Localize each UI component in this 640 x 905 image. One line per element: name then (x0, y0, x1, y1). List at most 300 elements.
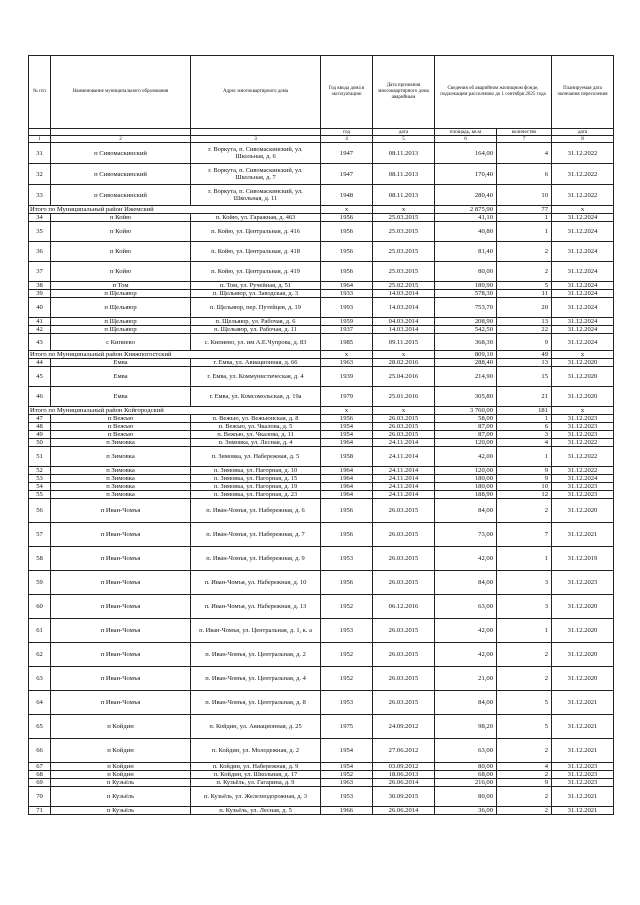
table-row (29, 387, 614, 407)
date-recognized-cell: 14.03.2014 (373, 290, 435, 298)
area-cell: 87,00 (435, 431, 497, 439)
count-cell: 15 (497, 367, 552, 387)
unit-cell: год (321, 129, 373, 136)
planned-date-cell: 31.12.2020 (552, 595, 614, 619)
planned-date-cell: 31.12.2022 (552, 447, 614, 467)
row-number: 35 (29, 222, 51, 242)
planned-date-cell: 31.12.2024 (552, 214, 614, 222)
year-cell: 1953 (321, 619, 373, 643)
row-number: 68 (29, 771, 51, 779)
planned-date-cell: 31.12.2022 (552, 185, 614, 206)
municipality-cell: п Койю (51, 242, 191, 262)
year-cell: 1956 (321, 523, 373, 547)
area-cell: 216,00 (435, 779, 497, 787)
unit-cell: дата (552, 129, 614, 136)
area-cell: 42,00 (435, 447, 497, 467)
date-recognized-cell: 26.03.2015 (373, 667, 435, 691)
address-cell: п. Кузьёль, ул. Гагарина, д. 9 (191, 779, 321, 787)
area-cell: 21,00 (435, 667, 497, 691)
address-cell: п. Вежъю, ул. Чкалова, д. 5 (191, 423, 321, 431)
count-cell: 6 (497, 423, 552, 431)
year-cell: 1952 (321, 771, 373, 779)
date-recognized-cell: 24.11.2014 (373, 467, 435, 475)
municipality-cell: п Сивомаскинский (51, 143, 191, 164)
municipality-cell: п Вежъю (51, 423, 191, 431)
row-number: 34 (29, 214, 51, 222)
date-recognized-cell: 25.03.2015 (373, 214, 435, 222)
year-cell: 1939 (321, 367, 373, 387)
planned-date-cell: 31.12.2024 (552, 222, 614, 242)
row-number: 69 (29, 779, 51, 787)
row-number: 45 (29, 367, 51, 387)
municipality-cell: п Кузьёль (51, 787, 191, 807)
municipality-cell: п Сивомаскинский (51, 164, 191, 185)
table-row (29, 763, 614, 771)
date-recognized-cell: 25.04.2016 (373, 367, 435, 387)
date-recognized-cell: 08.11.2013 (373, 185, 435, 206)
address-cell: п. Иван-Чомъя, ул. Центральная, д. 2 (191, 643, 321, 667)
address-cell: г. Емва, ул. Коммунистическая, д. 4 (191, 367, 321, 387)
date-recognized-cell: 08.11.2013 (373, 143, 435, 164)
planned-date-cell: 31.12.2021 (552, 739, 614, 763)
address-cell: г. Воркута, п. Сивомаскинский, ул. Школьная, д. 11 (191, 185, 321, 206)
date-recognized-cell: 28.02.2016 (373, 359, 435, 367)
year-cell: 1954 (321, 739, 373, 763)
address-cell: п. Щельяюр, пер. Путейцев, д. 19 (191, 298, 321, 318)
count-cell: 4 (497, 143, 552, 164)
municipality-cell: п Иван-Чомъя (51, 643, 191, 667)
row-number: 58 (29, 547, 51, 571)
municipality-cell: п Кузьёль (51, 779, 191, 787)
municipality-cell: п Сивомаскинский (51, 185, 191, 206)
planned-date-cell: 31.12.2024 (552, 262, 614, 282)
municipality-cell: Емва (51, 387, 191, 407)
date-recognized-cell: 14.03.2014 (373, 326, 435, 334)
year-cell: 1964 (321, 439, 373, 447)
year-cell: 1953 (321, 547, 373, 571)
table-row (29, 367, 614, 387)
address-cell: п. Вежъю, ул. Вежъюнская, д. 8 (191, 415, 321, 423)
column-numbers-row (29, 136, 614, 143)
row-number: 43 (29, 334, 51, 351)
area-cell: 578,30 (435, 290, 497, 298)
table-row (29, 667, 614, 691)
table-row (29, 439, 614, 447)
area-cell: 80,00 (435, 787, 497, 807)
area-cell: 63,00 (435, 739, 497, 763)
count-cell: 12 (497, 491, 552, 499)
count-cell: 3 (497, 431, 552, 439)
table-row (29, 483, 614, 491)
subtotal-label: Итого по Муниципальный район Койгородский (29, 407, 321, 415)
area-cell: 164,00 (435, 143, 497, 164)
subtotal-row (29, 206, 614, 214)
year-cell: 1975 (321, 715, 373, 739)
date-recognized-cell: 24.09.2012 (373, 715, 435, 739)
table-row (29, 595, 614, 619)
column-number: 3 (191, 136, 321, 143)
row-number: 59 (29, 571, 51, 595)
area-cell: 42,00 (435, 547, 497, 571)
municipality-cell: п Щельяюр (51, 298, 191, 318)
address-cell: п. Койю, ул. Гаражная, д. 463 (191, 214, 321, 222)
header-address: Адрес многоквартирного дома (191, 56, 321, 129)
date-recognized-cell: 26.03.2015 (373, 499, 435, 523)
date-recognized-cell: 26.03.2015 (373, 547, 435, 571)
column-number: 6 (435, 136, 497, 143)
date-recognized-cell: 09.11.2015 (373, 334, 435, 351)
year-cell: 1958 (321, 447, 373, 467)
count-cell: 11 (497, 290, 552, 298)
table-row (29, 523, 614, 547)
count-cell: 4 (497, 763, 552, 771)
count-cell: 9 (497, 475, 552, 483)
column-number: 8 (552, 136, 614, 143)
address-cell: п. Иван-Чомъя, ул. Центральная, д. 8 (191, 691, 321, 715)
area-cell: 753,70 (435, 298, 497, 318)
subtotal-area: 3 760,00 (435, 407, 497, 415)
count-cell: 22 (497, 326, 552, 334)
count-cell: 6 (497, 164, 552, 185)
date-recognized-cell: 18.06.2013 (373, 771, 435, 779)
table-row (29, 739, 614, 763)
area-cell: 280,40 (435, 185, 497, 206)
table-row (29, 282, 614, 290)
count-cell: 1 (497, 415, 552, 423)
row-number: 53 (29, 475, 51, 483)
subtotal-date: x (373, 351, 435, 359)
year-cell: 1948 (321, 185, 373, 206)
subtotal-area: 809,10 (435, 351, 497, 359)
planned-date-cell: 31.12.2024 (552, 475, 614, 483)
table-row (29, 143, 614, 164)
date-recognized-cell: 14.03.2014 (373, 298, 435, 318)
table-row (29, 334, 614, 351)
address-cell: п. Иван-Чомъя, ул. Набережная, д. 10 (191, 571, 321, 595)
row-number: 36 (29, 242, 51, 262)
year-cell: 1952 (321, 667, 373, 691)
year-cell: 1956 (321, 214, 373, 222)
planned-date-cell: 31.12.2023 (552, 423, 614, 431)
row-number: 62 (29, 643, 51, 667)
table-row (29, 164, 614, 185)
area-cell: 214,90 (435, 367, 497, 387)
table-row (29, 290, 614, 298)
row-number: 70 (29, 787, 51, 807)
municipality-cell: п Зимовка (51, 483, 191, 491)
planned-date-cell: 31.12.2023 (552, 491, 614, 499)
address-cell: г. Емва, ул. Авиационная, д. 66 (191, 359, 321, 367)
municipality-cell: п Койдин (51, 771, 191, 779)
year-cell: 1954 (321, 763, 373, 771)
year-cell: 1956 (321, 262, 373, 282)
year-cell: 1953 (321, 691, 373, 715)
count-cell: 2 (497, 643, 552, 667)
municipality-cell: п Вежъю (51, 431, 191, 439)
municipality-cell: п Зимовка (51, 439, 191, 447)
subtotal-label: Итого по Муниципальный район Княжпогостский (29, 351, 321, 359)
count-cell: 2 (497, 262, 552, 282)
count-cell: 10 (497, 185, 552, 206)
area-cell: 98,20 (435, 715, 497, 739)
planned-date-cell: 31.12.2024 (552, 326, 614, 334)
year-cell: 1937 (321, 326, 373, 334)
municipality-cell: п Иван-Чомъя (51, 691, 191, 715)
row-number: 56 (29, 499, 51, 523)
count-cell: 5 (497, 715, 552, 739)
planned-date-cell: 31.12.2022 (552, 439, 614, 447)
subtotal-year: x (321, 206, 373, 214)
area-cell: 288,40 (435, 359, 497, 367)
unit-cell: количество (497, 129, 552, 136)
header-num: № п/п (29, 56, 51, 129)
planned-date-cell: 31.12.2023 (552, 771, 614, 779)
area-cell: 84,00 (435, 691, 497, 715)
planned-date-cell: 31.12.2023 (552, 483, 614, 491)
row-number: 65 (29, 715, 51, 739)
subtotal-row (29, 407, 614, 415)
municipality-cell: п Вежъю (51, 415, 191, 423)
row-number: 71 (29, 807, 51, 815)
date-recognized-cell: 04.03.2014 (373, 318, 435, 326)
year-cell: 1947 (321, 164, 373, 185)
row-number: 37 (29, 262, 51, 282)
header-planned: Планируемая дата окончания переселения (552, 56, 614, 129)
date-recognized-cell: 26.03.2015 (373, 415, 435, 423)
count-cell: 9 (497, 334, 552, 351)
table-row (29, 547, 614, 571)
count-cell: 1 (497, 222, 552, 242)
count-cell: 1 (497, 447, 552, 467)
year-cell: 1959 (321, 318, 373, 326)
subtotal-date: x (373, 206, 435, 214)
municipality-cell: п Зимовка (51, 475, 191, 483)
date-recognized-cell: 25.03.2015 (373, 242, 435, 262)
planned-date-cell: 31.12.2020 (552, 619, 614, 643)
municipality-cell: п Кузьёль (51, 807, 191, 815)
address-cell: п. Иван-Чомъя, ул. Набережная, д. 7 (191, 523, 321, 547)
municipality-cell: п Зимовка (51, 467, 191, 475)
municipality-cell: п Том (51, 282, 191, 290)
row-number: 40 (29, 298, 51, 318)
address-cell: п. Щельяюр, ул. Заводская, д. 3 (191, 290, 321, 298)
header-info: Сведения об аварийном жилищном фонде, подлежащем расселению до 1 сентября 2025 года (435, 56, 552, 129)
address-cell: п. Койдин, ул. Школьная, д. 17 (191, 771, 321, 779)
address-cell: п. Кузьёль, ул. Железнодорожная, д. 3 (191, 787, 321, 807)
count-cell: 21 (497, 387, 552, 407)
row-number: 32 (29, 164, 51, 185)
table-row (29, 318, 614, 326)
address-cell: г. Воркута, п. Сивомаскинский, ул. Школьная, д. 6 (191, 143, 321, 164)
area-cell: 188,90 (435, 491, 497, 499)
municipality-cell: п Зимовка (51, 491, 191, 499)
municipality-cell: п Иван-Чомъя (51, 547, 191, 571)
table-row (29, 467, 614, 475)
table-row (29, 431, 614, 439)
count-cell: 13 (497, 318, 552, 326)
municipality-cell: Емва (51, 359, 191, 367)
table-row (29, 771, 614, 779)
count-cell: 2 (497, 739, 552, 763)
row-number: 49 (29, 431, 51, 439)
count-cell: 2 (497, 499, 552, 523)
row-number: 48 (29, 423, 51, 431)
date-recognized-cell: 25.03.2015 (373, 222, 435, 242)
municipality-cell: п Койдин (51, 715, 191, 739)
subtotal-area: 2 875,90 (435, 206, 497, 214)
table-row (29, 242, 614, 262)
row-number: 54 (29, 483, 51, 491)
date-recognized-cell: 26.03.2015 (373, 523, 435, 547)
count-cell: 3 (497, 595, 552, 619)
planned-date-cell: 31.12.2024 (552, 242, 614, 262)
address-cell: п. Иван-Чомъя, ул. Набережная, д. 13 (191, 595, 321, 619)
subtotal-count: 49 (497, 351, 552, 359)
date-recognized-cell: 24.11.2014 (373, 439, 435, 447)
address-cell: п. Койдин, ул. Молодежная, д. 2 (191, 739, 321, 763)
row-number: 33 (29, 185, 51, 206)
area-cell: 84,00 (435, 499, 497, 523)
municipality-cell: с Кипиево (51, 334, 191, 351)
count-cell: 9 (497, 779, 552, 787)
table-row (29, 447, 614, 467)
count-cell: 2 (497, 242, 552, 262)
area-cell: 542,50 (435, 326, 497, 334)
header-date-recognized: Дата признания многоквартирного дома аварийным (373, 56, 435, 129)
count-cell: 20 (497, 298, 552, 318)
date-recognized-cell: 26.03.2015 (373, 643, 435, 667)
table-row (29, 415, 614, 423)
municipality-cell: п Щельяюр (51, 318, 191, 326)
table-row (29, 619, 614, 643)
address-cell: п. Зимовка, ул. Нагорная, д. 15 (191, 475, 321, 483)
planned-date-cell: 31.12.2022 (552, 164, 614, 185)
table-body (29, 143, 614, 815)
year-cell: 1963 (321, 779, 373, 787)
row-number: 47 (29, 415, 51, 423)
table-row (29, 779, 614, 787)
municipality-cell: п Койю (51, 222, 191, 242)
address-cell: п. Иван-Чомъя, ул. Набережная, д. 9 (191, 547, 321, 571)
count-cell: 2 (497, 787, 552, 807)
municipality-cell: п Койю (51, 214, 191, 222)
unit-cell: дата (373, 129, 435, 136)
year-cell: 1993 (321, 298, 373, 318)
table-row (29, 262, 614, 282)
table-row (29, 423, 614, 431)
municipality-cell: п Койдин (51, 739, 191, 763)
planned-date-cell: 31.12.2023 (552, 779, 614, 787)
address-cell: г. Воркута, п. Сивомаскинский, ул. Школьная, д. 7 (191, 164, 321, 185)
date-recognized-cell: 25.02.2015 (373, 282, 435, 290)
table-row (29, 222, 614, 242)
year-cell: 1963 (321, 359, 373, 367)
table-row (29, 643, 614, 667)
address-cell: п. Зимовка, ул. Набережная, д. 5 (191, 447, 321, 467)
count-cell: 5 (497, 691, 552, 715)
table-row (29, 326, 614, 334)
row-number: 51 (29, 447, 51, 467)
column-number: 5 (373, 136, 435, 143)
year-cell: 1956 (321, 571, 373, 595)
count-cell: 2 (497, 807, 552, 815)
row-number: 57 (29, 523, 51, 547)
planned-date-cell: 31.12.2021 (552, 691, 614, 715)
table-row (29, 807, 614, 815)
table-row (29, 298, 614, 318)
unit-cell (29, 129, 51, 136)
area-cell: 120,00 (435, 439, 497, 447)
address-cell: п. Иван-Чомъя, ул. Набережная, д. 6 (191, 499, 321, 523)
date-recognized-cell: 25.03.2015 (373, 262, 435, 282)
address-cell: п. Койю, ул. Центральная, д. 416 (191, 222, 321, 242)
row-number: 41 (29, 318, 51, 326)
date-recognized-cell: 26.03.2015 (373, 619, 435, 643)
area-cell: 41,10 (435, 214, 497, 222)
date-recognized-cell: 26.06.2014 (373, 779, 435, 787)
unit-cell (191, 129, 321, 136)
area-cell: 368,30 (435, 334, 497, 351)
planned-date-cell: 31.12.2020 (552, 367, 614, 387)
subtotal-date: x (373, 407, 435, 415)
area-cell: 58,00 (435, 415, 497, 423)
column-number: 2 (51, 136, 191, 143)
table-row (29, 715, 614, 739)
municipality-cell: п Иван-Чомъя (51, 499, 191, 523)
date-recognized-cell: 24.11.2014 (373, 447, 435, 467)
year-cell: 1964 (321, 467, 373, 475)
municipality-cell: Емва (51, 367, 191, 387)
column-number: 7 (497, 136, 552, 143)
date-recognized-cell: 30.09.2015 (373, 787, 435, 807)
row-number: 46 (29, 387, 51, 407)
column-number: 1 (29, 136, 51, 143)
planned-date-cell: 31.12.2020 (552, 387, 614, 407)
address-cell: п. Вежъю, ул. Чкалова, д. 11 (191, 431, 321, 439)
header-row (29, 56, 614, 129)
address-cell: п. Том, ул. Ручейная, д. 51 (191, 282, 321, 290)
row-number: 60 (29, 595, 51, 619)
year-cell: 1947 (321, 143, 373, 164)
address-cell: п. Кузьёль, ул. Лесная, д. 5 (191, 807, 321, 815)
subtotal-label: Итого по Муниципальный район Ижемский (29, 206, 321, 214)
table-row (29, 185, 614, 206)
subtotal-count: 181 (497, 407, 552, 415)
planned-date-cell: 31.12.2023 (552, 415, 614, 423)
year-cell: 1956 (321, 415, 373, 423)
area-cell: 73,00 (435, 523, 497, 547)
address-cell: п. Койдин, ул. Набережная, д. 9 (191, 763, 321, 771)
planned-date-cell: 31.12.2020 (552, 359, 614, 367)
table-row (29, 691, 614, 715)
count-cell: 1 (497, 547, 552, 571)
year-cell: 1985 (321, 334, 373, 351)
year-cell: 1964 (321, 282, 373, 290)
planned-date-cell: 31.12.2024 (552, 290, 614, 298)
date-recognized-cell: 26.03.2015 (373, 431, 435, 439)
address-cell: с. Кипиево, ул. им А.Е.Чупрова, д. 83 (191, 334, 321, 351)
count-cell: 10 (497, 483, 552, 491)
area-cell: 305,80 (435, 387, 497, 407)
count-cell: 9 (497, 467, 552, 475)
planned-date-cell: 31.12.2021 (552, 807, 614, 815)
address-cell: п. Щельяюр, ул. Рабочая, д. 6 (191, 318, 321, 326)
address-cell: п. Иван-Чомъя, ул. Центральная, д. 1, к. а (191, 619, 321, 643)
area-cell: 36,00 (435, 807, 497, 815)
area-cell: 120,00 (435, 467, 497, 475)
row-number: 64 (29, 691, 51, 715)
municipality-cell: п Койю (51, 262, 191, 282)
